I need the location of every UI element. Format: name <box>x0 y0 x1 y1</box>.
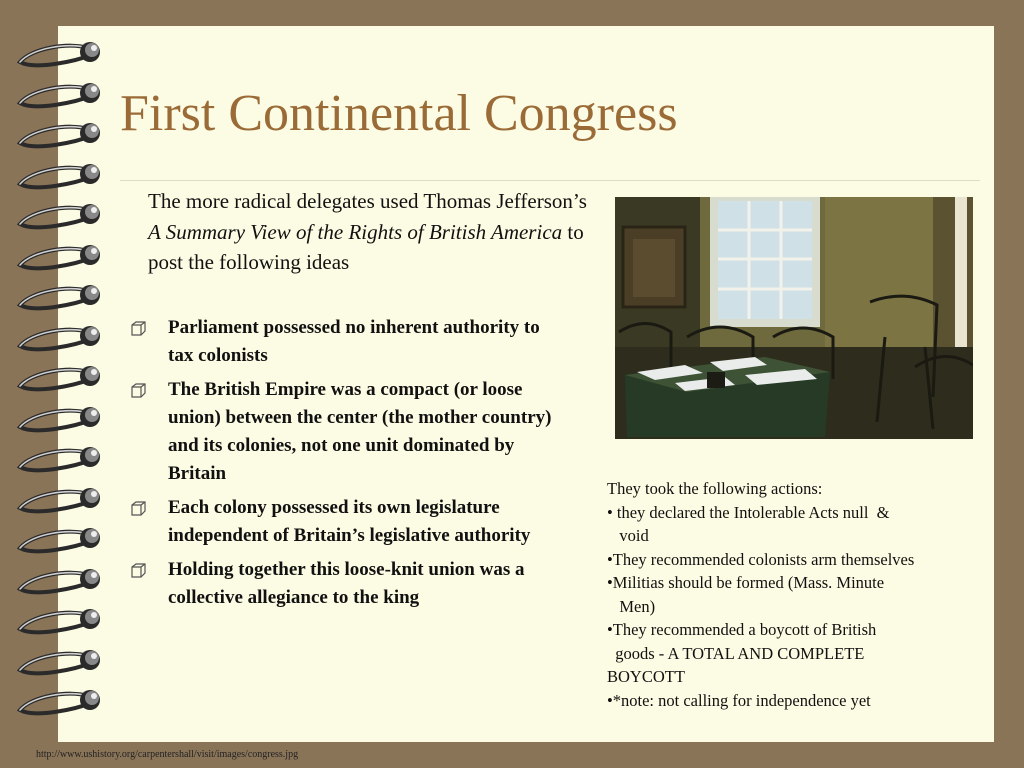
actions-line: Men) <box>607 596 656 616</box>
actions-line: •Militias should be formed (Mass. Minute <box>607 573 885 592</box>
actions-line: •They recommended a boycott of British <box>607 620 877 639</box>
box-bullet-icon <box>130 383 147 398</box>
actions-line: •*note: not calling for independence yet <box>607 690 871 710</box>
binding-ring-icon <box>14 405 104 433</box>
image-source-url: http://www.ushistory.org/carpentershall/visit/images/congress.jpg <box>36 749 299 760</box>
intro-book-title: A Summary View of the Rights of British America <box>148 219 563 244</box>
actions-line: void <box>607 526 649 545</box>
intro-text: The more radical delegates used Thomas Jefferson’s <box>148 189 587 213</box>
actions-line: goods - A TOTAL AND COMPLETE <box>607 643 865 663</box>
carpenters-hall-room-photo <box>615 197 973 439</box>
idea-text: Holding together this loose-knit union was a collective allegiance to the king <box>168 559 525 608</box>
binding-ring-icon <box>14 607 104 635</box>
binding-ring-icon <box>14 526 104 554</box>
idea-item <box>128 556 558 612</box>
box-bullet-icon <box>130 321 147 336</box>
intro-paragraph <box>148 186 588 278</box>
actions-line: They took the following actions: <box>607 479 823 498</box>
idea-text: The British Empire was a compact (or loose union) between the center (the mother country) and its colonies, not one unit dominated by Britain <box>168 379 552 484</box>
binding-ring-icon <box>14 283 104 311</box>
actions-line: •They recommended colonists arm themselves <box>607 549 915 569</box>
binding-ring-icon <box>14 81 104 109</box>
actions-text-box <box>607 477 1002 712</box>
binding-ring-icon <box>14 243 104 271</box>
ideas-list <box>128 314 558 618</box>
binding-ring-icon <box>14 445 104 473</box>
title-divider <box>120 180 980 181</box>
idea-text: Each colony possessed its own legislature independent of Britain’s legislative authority <box>168 497 531 546</box>
binding-ring-icon <box>14 40 104 68</box>
idea-item <box>128 314 558 370</box>
idea-item <box>128 376 558 488</box>
binding-ring-icon <box>14 121 104 149</box>
binding-ring-icon <box>14 364 104 392</box>
binding-ring-icon <box>14 202 104 230</box>
idea-text: Parliament possessed no inherent authority to tax colonists <box>168 317 540 366</box>
binding-ring-icon <box>14 324 104 352</box>
box-bullet-icon <box>130 501 147 516</box>
actions-line: BOYCOTT <box>607 667 685 686</box>
binding-ring-icon <box>14 162 104 190</box>
binding-ring-icon <box>14 648 104 676</box>
binding-ring-icon <box>14 486 104 514</box>
idea-item <box>128 494 558 550</box>
slide-title: First Continental Congress <box>120 85 678 142</box>
intro-text-end: to post the following ideas <box>148 219 584 274</box>
actions-line: • they declared the Intolerable Acts null & <box>607 502 890 522</box>
binding-ring-icon <box>14 688 104 716</box>
binding-ring-icon <box>14 567 104 595</box>
box-bullet-icon <box>130 563 147 578</box>
